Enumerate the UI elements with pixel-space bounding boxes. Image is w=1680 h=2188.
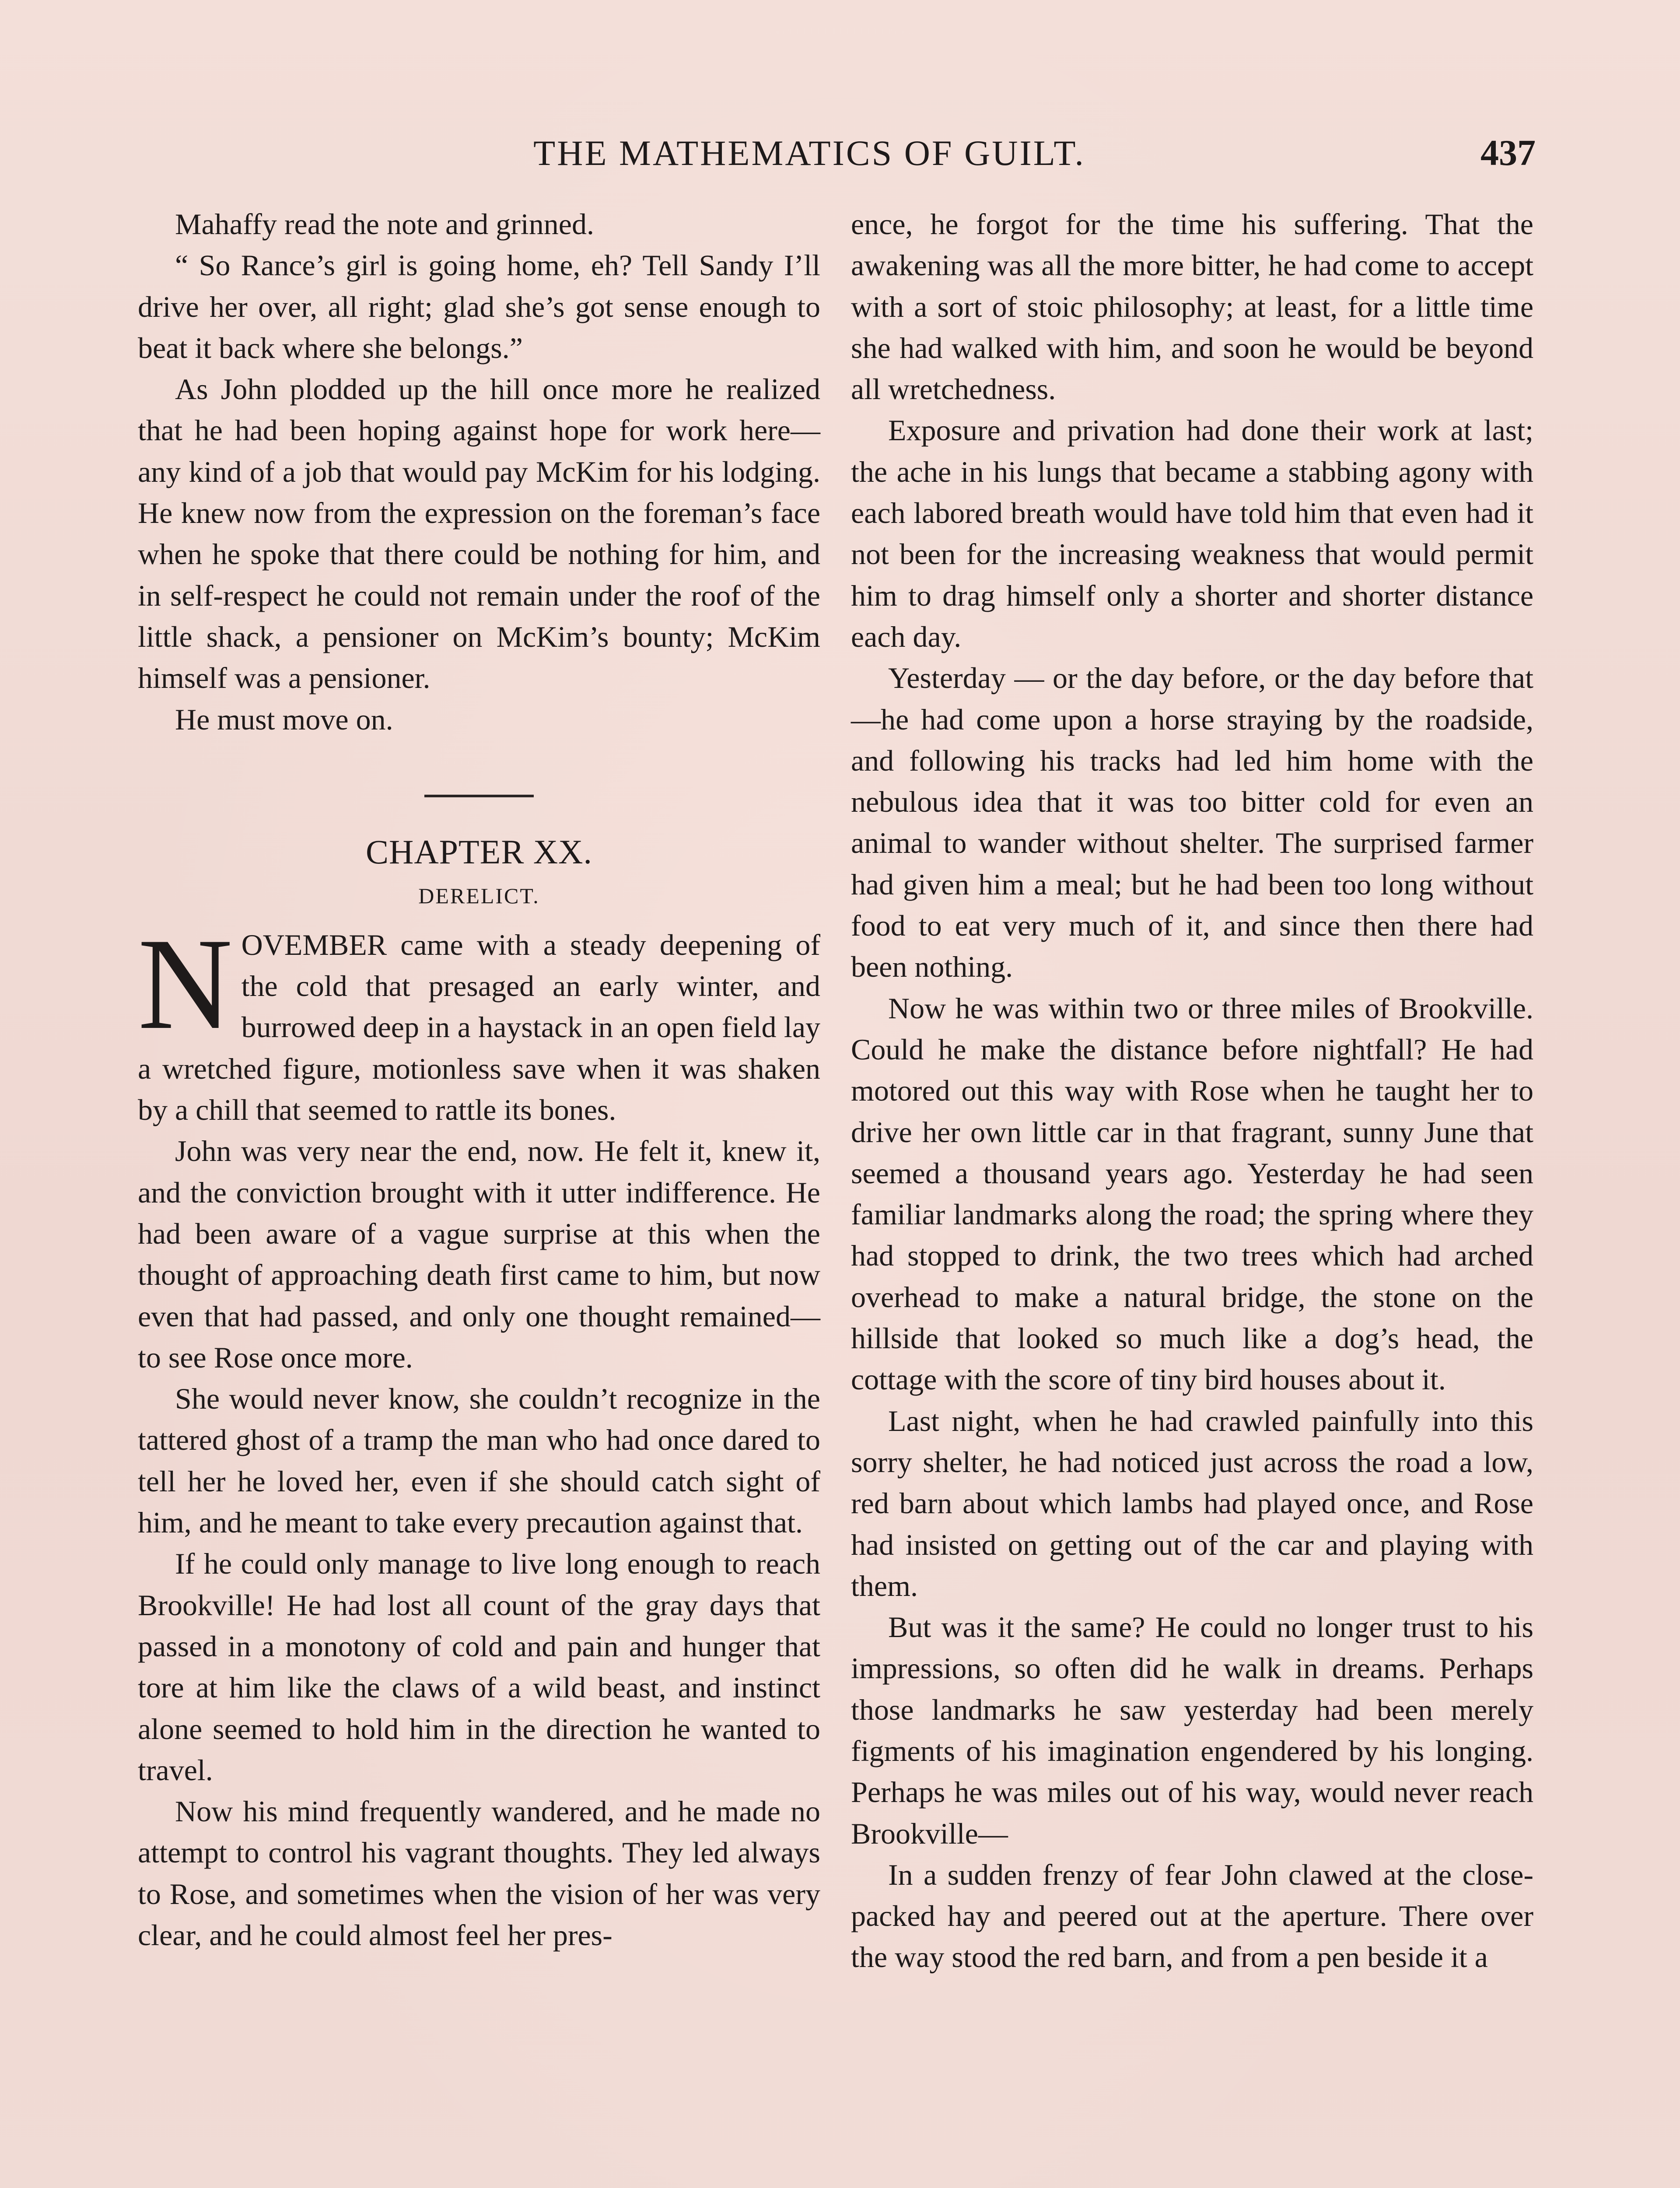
paragraph: John was very near the end, now. He felt it, knew it, and the conviction brought with it utter indifference. He had been aware of a vague surprise at this when the thought of approaching death first came to him, but now even that had passed, and only one thought remained—to see Rose once more.: [138, 1134, 820, 1374]
paragraph: “ So Rance’s girl is going home, eh? Tell Sandy I’ll drive her over, all right; glad she’s got sense enough to beat it back where she belongs.”: [138, 249, 820, 365]
paragraph: If he could only manage to live long enough to reach Brookville! He had lost all count of the gray days that passed in a monotony of cold and pain and hunger that tore at him like the claws of a wild beast, and instinct alone seemed to hold him in the direction he wanted to travel.: [138, 1547, 820, 1787]
right-column: [851, 203, 1533, 1978]
paragraph: Yesterday — or the day before, or the day before that—he had come upon a horse straying by the roadside, and following his tracks had led him home with the nebulous idea that it was too bitter cold for even an animal to wander without shelter. The surprised farmer had given him a meal; but he had been too long without food to eat very much of it, and since then there had been nothing.: [851, 661, 1533, 984]
paragraph: Exposure and privation had done their work at last; the ache in his lungs that became a stabbing agony with each labored breath would have told him that even had it not been for the increasing weakness that would permit him to drag himself only a shorter and shorter distance each day.: [851, 414, 1533, 653]
chapter-divider-rule: [424, 795, 534, 797]
paragraph: In a sudden frenzy of fear John clawed at the close-packed hay and peered out at the aperture. There over the way stood the red barn, and from a pen beside it a: [851, 1858, 1533, 1974]
chapter-opening-paragraph: [138, 911, 820, 1130]
opening-text: OVEMBER came with a steady deepening of the cold that presaged an early winter, and burrowed deep in a haystack in an open field lay a wretched figure, motionless save when it was shaken by a chill that seemed to rattle its bones.: [138, 928, 820, 1127]
paragraph: He must move on.: [175, 702, 393, 736]
paragraph: She would never know, she couldn’t recognize in the tattered ghost of a tramp the man who had once dared to tell her he loved her, even if she should catch sight of him, and he meant to take every precaution against that.: [138, 1382, 820, 1539]
chapter-subtitle: DERELICT.: [418, 883, 540, 908]
drop-cap: N: [138, 911, 233, 1056]
paragraph: Now his mind frequently wandered, and he made no attempt to control his vagrant thoughts. They led always to Rose, and sometimes when the vision of her was very clear, and he could almost feel her pres-: [138, 1795, 820, 1952]
paragraph: As John plodded up the hill once more he realized that he had been hoping against hope for work here—any kind of a job that would pay McKim for his lodging. He knew now from the expression on the foreman’s face when he spoke that there could be nothing for him, and in self-respect he could not remain under the roof of the little shack, a pensioner on McKim’s bounty; McKim himself was a pensioner.: [138, 372, 820, 695]
paragraph: But was it the same? He could no longer trust to his impressions, so often did he walk in dreams. Perhaps those landmarks he saw yesterday had been merely figments of his imagination engendered by his longing. Perhaps he was miles out of his way, would never reach Brookville—: [851, 1610, 1533, 1850]
paragraph: Now he was within two or three miles of Brookville. Could he make the distance before nightfall? He had motored out this way with Rose when he taught her to drive her own little car in that fragrant, sunny June that seemed a thousand years ago. Yesterday he had seen familiar landmarks along the road; the spring where they had stopped to drink, the two trees which had arched overhead to make a natural bridge, the stone on the hillside that looked so much like a dog’s head, the cottage with the score of tiny bird houses about it.: [851, 991, 1533, 1396]
paragraph: Mahaffy read the note and grinned.: [175, 207, 594, 241]
left-column: [138, 203, 820, 1956]
chapter-title: CHAPTER XX.: [365, 832, 593, 871]
page-number: 437: [1480, 133, 1536, 173]
paragraph: Last night, when he had crawled painfully into this sorry shelter, he had noticed just across the road a low, red barn about which lambs had played once, and Rose had insisted on getting out of the car and playing with them.: [851, 1404, 1533, 1602]
continuation-paragraph: ence, he forgot for the time his suffering. That the awakening was all the more bitter, he had come to accept with a sort of stoic philosophy; at least, for a little time she had walked with him, and soon he would be beyond all wretchedness.: [851, 207, 1533, 406]
running-head: THE MATHEMATICS OF GUILT.: [533, 133, 1085, 173]
